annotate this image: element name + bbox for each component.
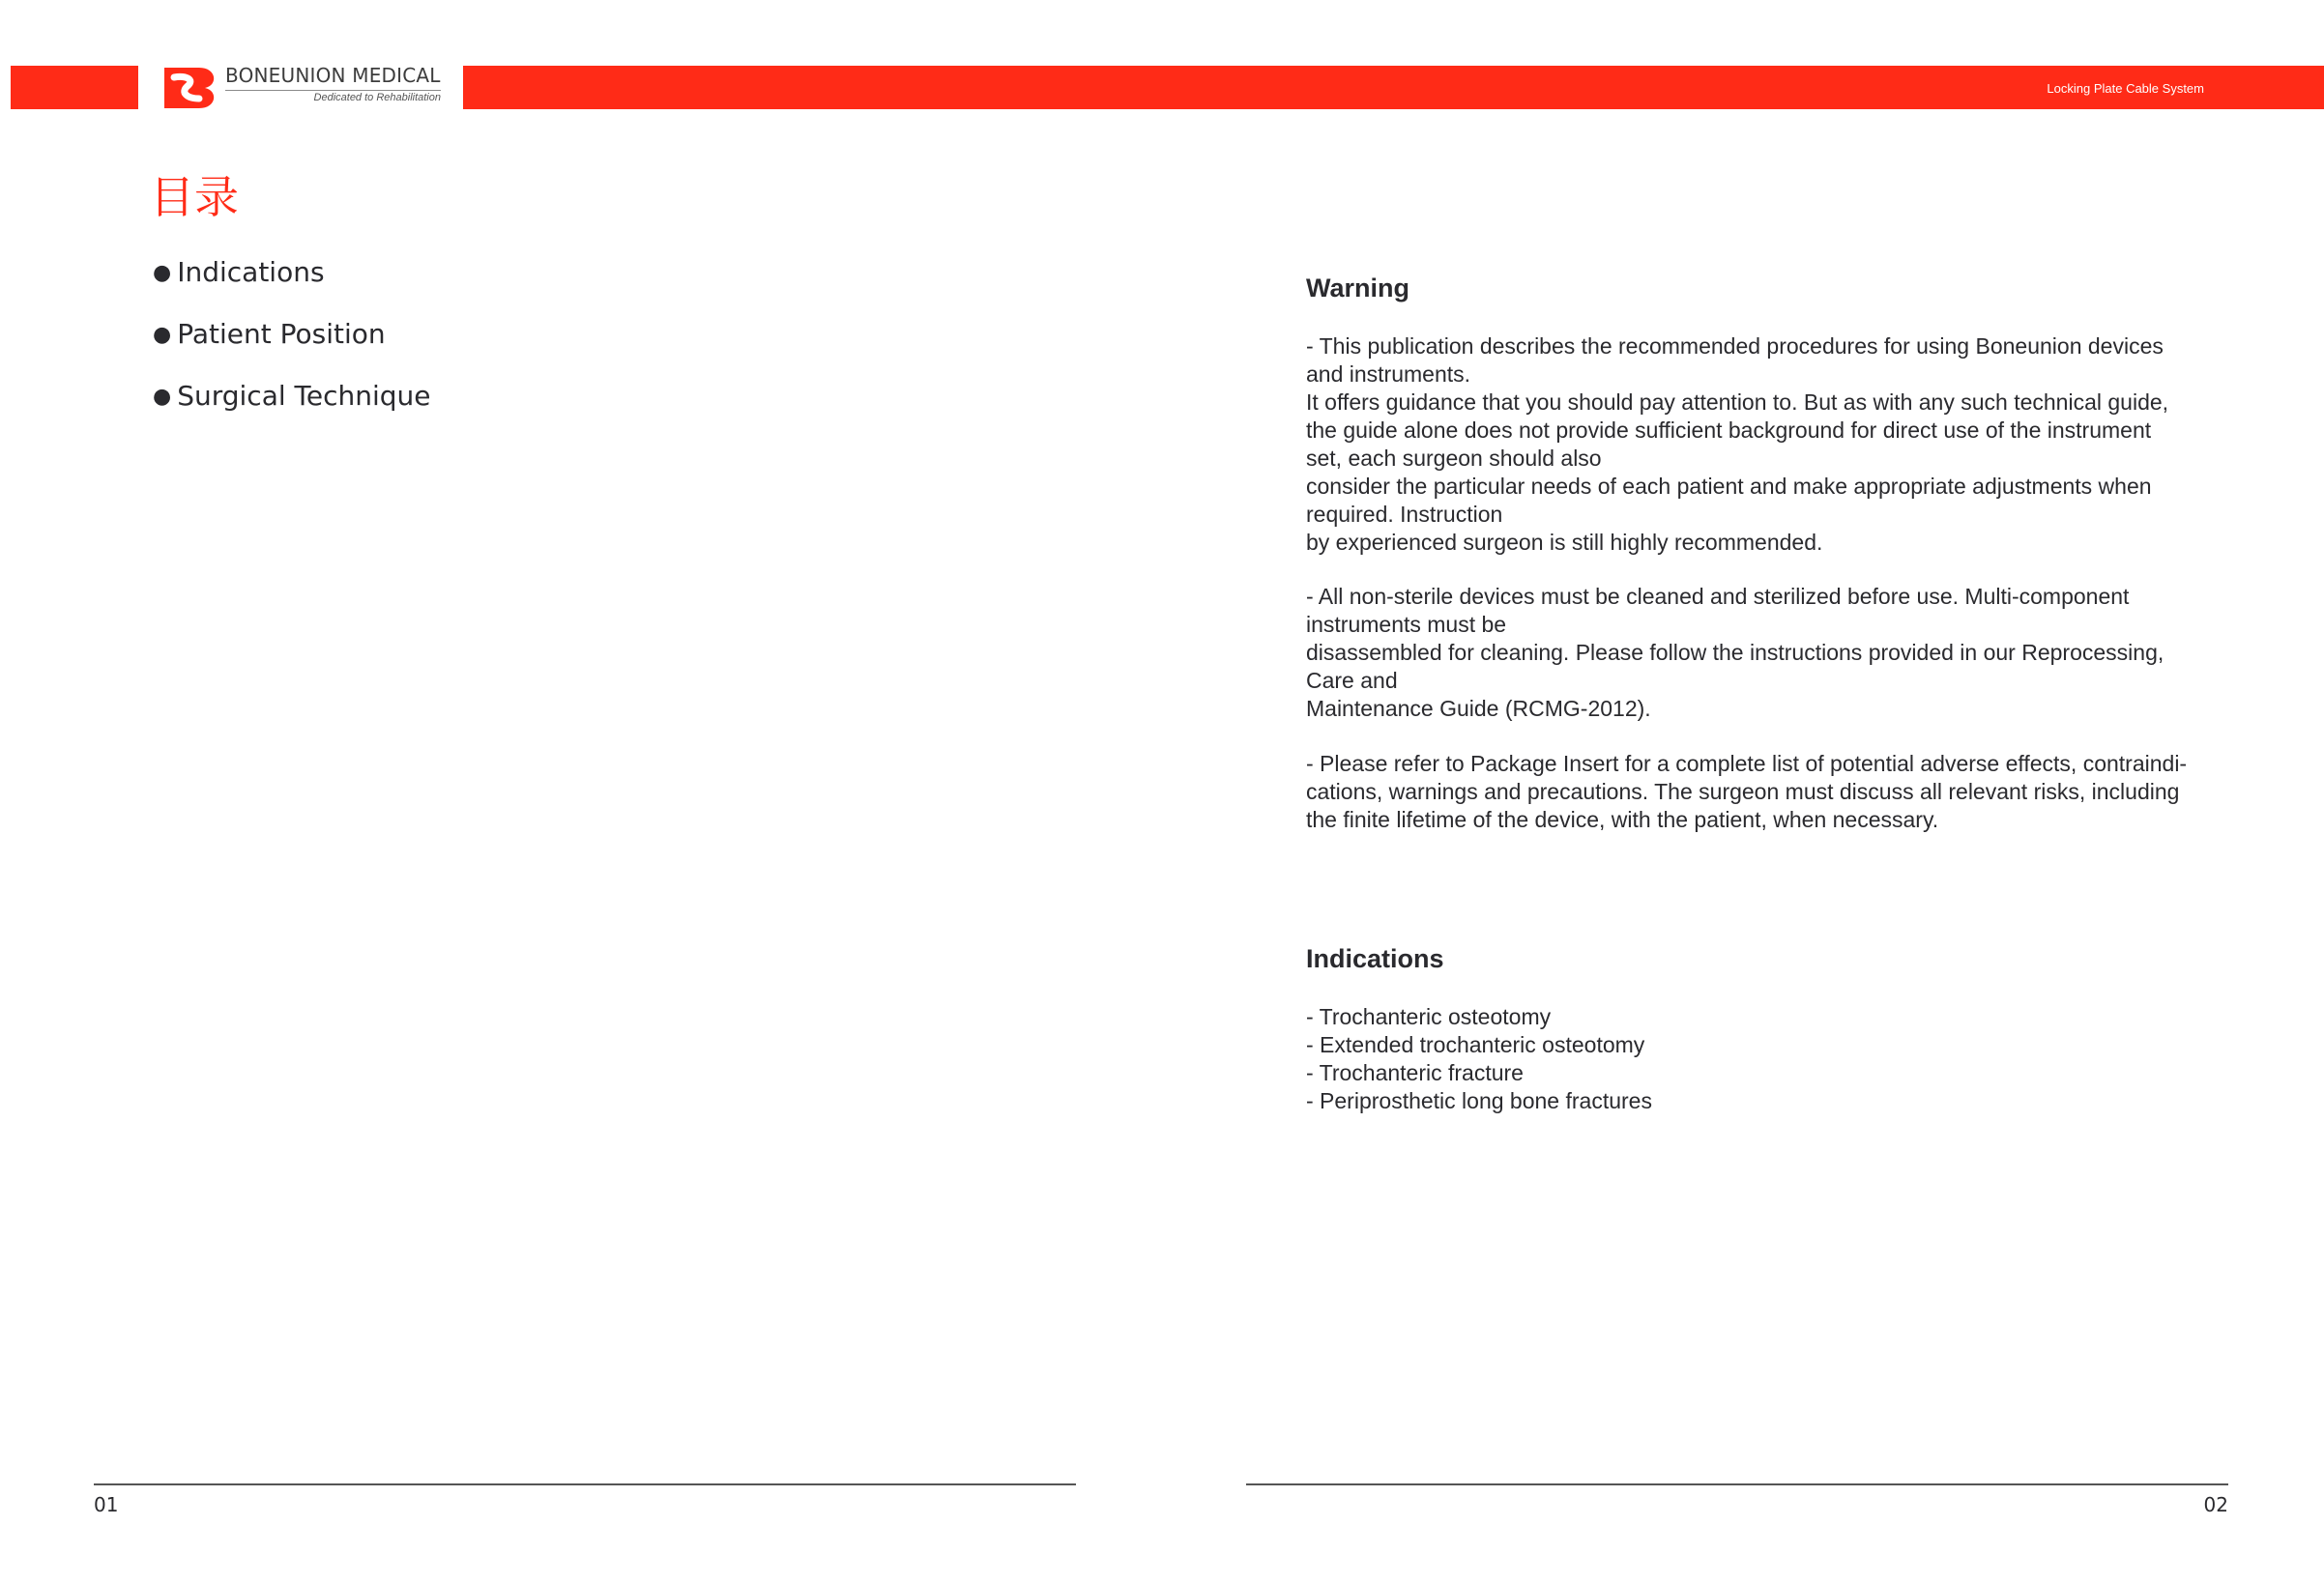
toc-item-surgical-technique[interactable] (153, 377, 431, 416)
text-line: Maintenance Guide (RCMG-2012). (1306, 696, 1651, 721)
toc-item-label: Surgical Technique (177, 380, 431, 412)
list-item: - Extended trochanteric osteotomy (1306, 1032, 1645, 1057)
toc-item-label: Indications (177, 256, 325, 288)
text-line: - Please refer to Package Insert for a complete list of potential adverse effects, contraindi- (1306, 751, 2188, 776)
toc-list (153, 253, 431, 439)
toc-title: 目录 (150, 171, 239, 223)
brand-logo (158, 64, 448, 112)
toc-item-patient-position[interactable] (153, 315, 431, 354)
text-line: and instruments. (1306, 361, 1471, 387)
text-line: - This publication describes the recommended procedures for using Boneunion devices (1306, 333, 2164, 359)
indications-list (1306, 1003, 2234, 1115)
text-line: disassembled for cleaning. Please follow the instructions provided in our Reprocessing, (1306, 640, 2164, 665)
list-item: - Trochanteric osteotomy (1306, 1004, 1552, 1029)
text-line: instruments must be (1306, 612, 1507, 637)
text-line: the guide alone does not provide sufficient background for direct use of the instrument (1306, 417, 2152, 443)
warning-heading: Warning (1306, 273, 1409, 302)
bullet-icon: ● (153, 385, 172, 409)
indications-heading: Indications (1306, 944, 1444, 973)
brand-name: BONEUNION MEDICAL (225, 64, 441, 87)
toc-item-label: Patient Position (177, 318, 386, 350)
boneunion-logo-icon (160, 64, 218, 112)
text-line: required. Instruction (1306, 502, 1503, 527)
bullet-icon: ● (153, 323, 172, 347)
warning-paragraph-2 (1306, 583, 2234, 723)
product-title: Locking Plate Cable System (2047, 81, 2204, 96)
text-line: - All non-sterile devices must be cleaned and sterilized before use. Multi-component (1306, 584, 2130, 609)
warning-paragraph-3 (1306, 750, 2234, 834)
text-line: cations, warnings and precautions. The surgeon must discuss all relevant risks, including (1306, 779, 2180, 804)
text-line: by experienced surgeon is still highly recommended. (1306, 530, 1823, 555)
footer-divider-right (1246, 1483, 2228, 1485)
header-band-left (11, 66, 138, 109)
header-band-right (463, 66, 2324, 109)
text-line: the finite lifetime of the device, with the patient, when necessary. (1306, 807, 1939, 832)
brand-tagline: Dedicated to Rehabilitation (313, 92, 441, 103)
warning-paragraph-1 (1306, 332, 2234, 557)
page-number-left: 01 (94, 1493, 119, 1516)
brand-divider (225, 90, 441, 91)
text-line: consider the particular needs of each patient and make appropriate adjustments when (1306, 474, 2152, 499)
text-line: set, each surgeon should also (1306, 446, 1602, 471)
list-item: - Trochanteric fracture (1306, 1060, 1524, 1085)
text-line: Care and (1306, 668, 1398, 693)
toc-item-indications[interactable] (153, 253, 431, 292)
bullet-icon: ● (153, 261, 172, 285)
text-line: It offers guidance that you should pay attention to. But as with any such technical guide, (1306, 389, 2169, 415)
page-number-right: 02 (2203, 1493, 2228, 1516)
list-item: - Periprosthetic long bone fractures (1306, 1088, 1652, 1113)
footer-divider-left (94, 1483, 1076, 1485)
